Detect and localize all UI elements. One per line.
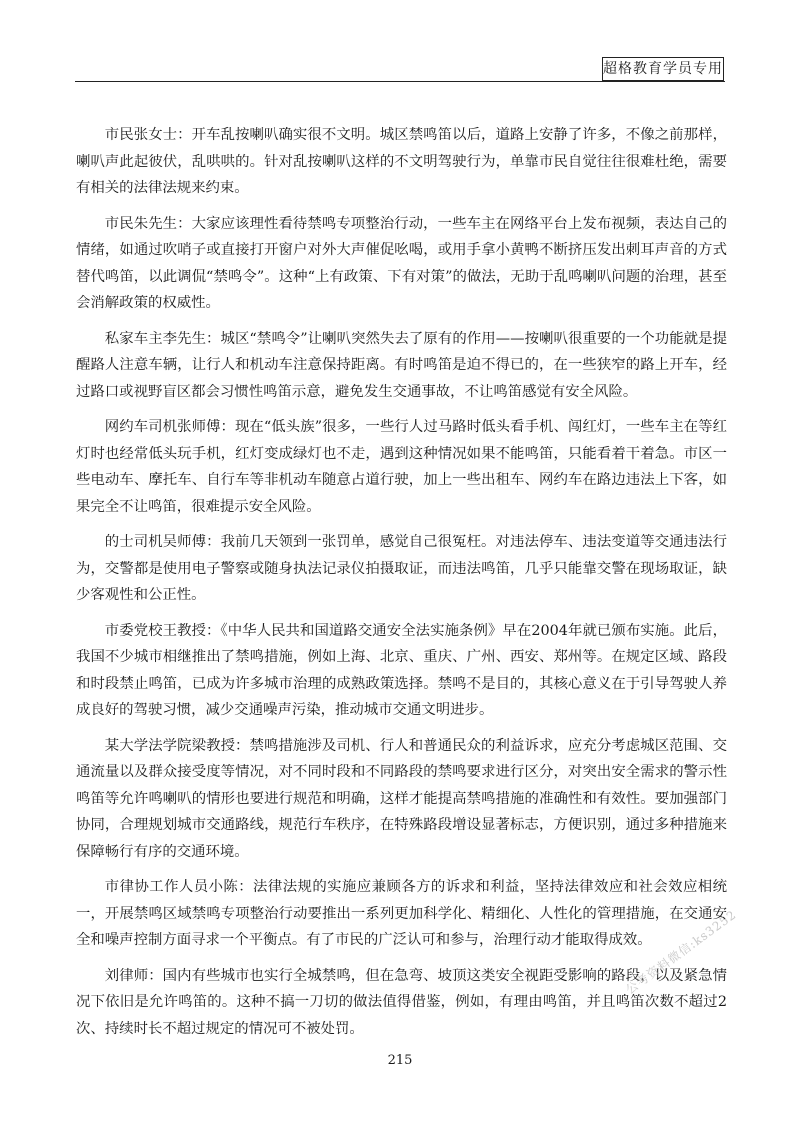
watermark: 公考资料微信:ks3252: [623, 907, 740, 997]
header-divider: [75, 81, 725, 82]
paragraph-zhang: 市民张女士：开车乱按喇叭确实很不文明。城区禁鸣笛以后，道路上安静了许多，不像之前那样，喇叭声此起彼伏，乱哄哄的。针对乱按喇叭这样的不文明驾驶行为，单靠市民自觉往往很难杜绝，需要有相关的法律法规来约束。: [76, 127, 727, 196]
paragraph-liang: 某大学法学院梁教授：禁鸣措施涉及司机、行人和普通民众的利益诉求，应充分考虑城区范围、交通流量以及群众接受度等情况，对不同时段和不同路段的禁鸣要求进行区分，对突出安全需求的警示性鸣笛等允许鸣喇叭的情形也要进行规范和明确，这样才能提高禁鸣措施的准确性和有效性。要加强部门协同，合理规划城市交通路线，规范行车秩序，在特殊路段增设显著标志，方便识别，通过多种措施来保障畅行有序的交通环境。: [76, 737, 727, 860]
paragraph-zhang-driver: 网约车司机张师傅：现在“低头族”很多，一些行人过马路时低头看手机、闯红灯，一些车主在等红灯时也经常低头玩手机，红灯变成绿灯也不走，遇到这种情况如果不能鸣笛，只能看着干着急。市区一些电动车、摩托车、自行车等非机动车随意占道行驶，加上一些出租车、网约车在路边违法上下客，如果完全不让鸣笛，很难提示安全风险。: [76, 419, 727, 515]
paragraph-zhu: 市民朱先生：大家应该理性看待禁鸣专项整治行动，一些车主在网络平台上发布视频，表达自己的情绪，如通过吹哨子或直接打开窗户对外大声催促吆喝，或用手拿小黄鸭不断挤压发出刺耳声音的方式替代鸣笛，以此调侃“禁鸣令”。这种“上有政策、下有对策”的做法，无助于乱鸣喇叭问题的治理，甚至会消解政策的权威性。: [76, 215, 727, 311]
paragraph-liu: 刘律师：国内有些城市也实行全城禁鸣，但在急弯、坡顶这类安全视距受影响的路段，以及紧急情况下依旧是允许鸣笛的。这种不搞一刀切的做法值得借鉴，例如，有理由鸣笛，并且鸣笛次数不超过2次、持续时长不超过规定的情况可不被处罚。: [76, 967, 727, 1037]
page-number: 215: [387, 1053, 413, 1068]
paragraph-chen: 市律协工作人员小陈：法律法规的实施应兼顾各方的诉求和利益，坚持法律效应和社会效应相统一，开展禁鸣区域禁鸣专项整治行动要推出一系列更加科学化、精细化、人性化的管理措施，在交通安全和噪声控制方面寻求一个平衡点。有了市民的广泛认可和参与，治理行动才能取得成效。: [76, 879, 727, 948]
paragraph-wu: 的士司机吴师傅：我前几天领到一张罚单，感觉自己很冤枉。对违法停车、违法变道等交通违法行为，交警都是使用电子警察或随身执法记录仪拍摄取证，而违法鸣笛，几乎只能靠交警在现场取证，缺少客观性和公正性。: [76, 534, 727, 603]
header-tag: 超格教育学员专用: [602, 57, 724, 81]
paragraph-li: 私家车主李先生：城区“禁鸣令”让喇叭突然失去了原有的作用——按喇叭很重要的一个功能就是提醒路人注意车辆，让行人和机动车注意保持距离。有时鸣笛是迫不得已的，在一些狭窄的路上开车，经过路口或视野盲区都会习惯性鸣笛示意，避免发生交通事故，不让鸣笛感觉有安全风险。: [76, 330, 727, 400]
document-body: [76, 122, 727, 1051]
paragraph-wang: 市委党校王教授：《中华人民共和国道路交通安全法实施条例》早在2004年就已颁布实施。此后，我国不少城市相继推出了禁鸣措施，例如上海、北京、重庆、广州、西安、郑州等。在规定区域、路段和时段禁止鸣笛，已成为许多城市治理的成熟政策选择。禁鸣不是目的，其核心意义在于引导驾驶人养成良好的驾驶习惯，减少交通噪声污染，推动城市交通文明进步。: [76, 622, 727, 718]
